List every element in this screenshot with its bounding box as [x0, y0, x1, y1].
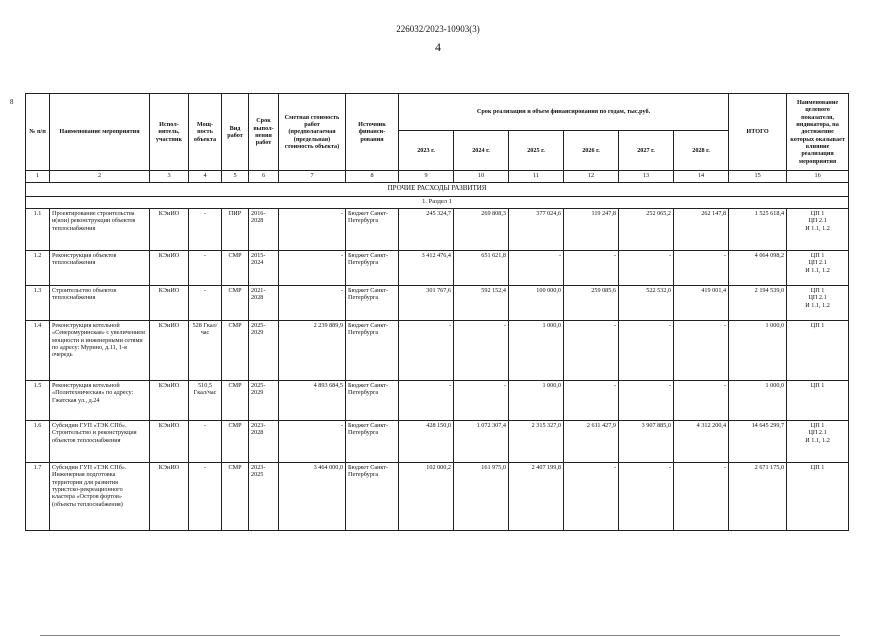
funding-source: Бюджет Санкт-Петербурга: [346, 251, 399, 286]
work-type: ПИР: [222, 209, 249, 251]
target-indicator: ЦП 1 ЦП 2.1 И 1.1, 1.2: [787, 421, 849, 463]
measure-name: Субсидии ГУП «ТЭК СПб». Инженерная подготовка территории для развития туристско-рекреационного кластера «Остров фортов» (объекты теплоснабжения): [50, 463, 150, 531]
executor: КЭиИО: [150, 421, 189, 463]
work-type: СМР: [222, 251, 249, 286]
section-title: ПРОЧИЕ РАСХОДЫ РАЗВИТИЯ: [26, 183, 849, 197]
column-number: 9: [399, 171, 454, 183]
amount-2024: 269 808,3: [454, 209, 509, 251]
row-number: 1.1: [26, 209, 50, 251]
column-number: 5: [222, 171, 249, 183]
amount-2028: -: [674, 381, 729, 421]
measure-name: Реконструкция котельной «Политехническая» по адресу: Гжатская ул., д.24: [50, 381, 150, 421]
header-year: 2023 г.: [399, 131, 454, 171]
total-amount: 2 671 175,0: [729, 463, 787, 531]
capacity: -: [189, 463, 222, 531]
row-number: 1.3: [26, 286, 50, 321]
funding-source: Бюджет Санкт-Петербурга: [346, 286, 399, 321]
amount-2023: -: [399, 321, 454, 381]
header-work-type: Вид работ: [222, 94, 249, 171]
document-number: 226032/2023-10903(3): [396, 24, 480, 34]
amount-2028: 419 001,4: [674, 286, 729, 321]
work-type: СМР: [222, 463, 249, 531]
header-year: 2028 г.: [674, 131, 729, 171]
column-number: 10: [454, 171, 509, 183]
side-mark: 8: [10, 98, 14, 106]
amount-2027: 252 065,2: [619, 209, 674, 251]
amount-2025: 377 024,6: [509, 209, 564, 251]
amount-2025: 1 000,0: [509, 321, 564, 381]
funding-source: Бюджет Санкт-Петербурга: [346, 209, 399, 251]
total-amount: 1 000,0: [729, 381, 787, 421]
subsection-row: [26, 197, 849, 209]
header-year: 2025 г.: [509, 131, 564, 171]
target-indicator: ЦП 1: [787, 381, 849, 421]
table-row: [26, 321, 849, 381]
table-row: [26, 251, 849, 286]
total-amount: 1 525 618,4: [729, 209, 787, 251]
amount-2027: 3 907 885,0: [619, 421, 674, 463]
executor: КЭиИО: [150, 251, 189, 286]
column-number: 6: [249, 171, 279, 183]
amount-2025: -: [509, 251, 564, 286]
amount-2025: 100 000,0: [509, 286, 564, 321]
amount-2026: -: [564, 251, 619, 286]
column-number: 11: [509, 171, 564, 183]
amount-2023: 3 412 476,4: [399, 251, 454, 286]
header-total: ИТОГО: [729, 94, 787, 171]
column-number: 2: [50, 171, 150, 183]
term: 2021-2028: [249, 286, 279, 321]
work-type: СМР: [222, 321, 249, 381]
column-numbers-row: [26, 171, 849, 183]
amount-2024: 592 152,4: [454, 286, 509, 321]
measure-name: Проектирование строительства и(или) реконструкции объектов теплоснабжения: [50, 209, 150, 251]
capacity: -: [189, 421, 222, 463]
amount-2025: 2 315 327,0: [509, 421, 564, 463]
amount-2023: 301 767,6: [399, 286, 454, 321]
amount-2026: -: [564, 463, 619, 531]
amount-2026: 2 611 427,9: [564, 421, 619, 463]
term: 2016-2028: [249, 209, 279, 251]
amount-2025: 2 407 199,8: [509, 463, 564, 531]
column-number: 4: [189, 171, 222, 183]
row-number: 1.2: [26, 251, 50, 286]
column-number: 1: [26, 171, 50, 183]
header-executor: Испол-нитель, участник: [150, 94, 189, 171]
executor: КЭиИО: [150, 321, 189, 381]
table-row: [26, 463, 849, 531]
measure-name: Реконструкция объектов теплоснабжения: [50, 251, 150, 286]
capacity: 528 Гкал/час: [189, 321, 222, 381]
total-amount: 14 645 299,7: [729, 421, 787, 463]
amount-2027: -: [619, 321, 674, 381]
amount-2023: 428 150,0: [399, 421, 454, 463]
target-indicator: ЦП 1 ЦП 2.1 И 1.1, 1.2: [787, 251, 849, 286]
executor: КЭиИО: [150, 381, 189, 421]
row-number: 1.6: [26, 421, 50, 463]
funding-source: Бюджет Санкт-Петербурга: [346, 381, 399, 421]
amount-2027: -: [619, 463, 674, 531]
amount-2027: -: [619, 381, 674, 421]
amount-2026: -: [564, 381, 619, 421]
amount-2027: 522 532,0: [619, 286, 674, 321]
capacity: -: [189, 251, 222, 286]
term: 2023-2025: [249, 463, 279, 531]
amount-2028: -: [674, 463, 729, 531]
financing-table: [25, 93, 849, 531]
measure-name: Строительство объектов теплоснабжения: [50, 286, 150, 321]
column-number: 16: [787, 171, 849, 183]
header-period: Срок реализации и объем финансирования по годам, тыс.руб.: [399, 94, 729, 131]
amount-2025: 1 000,0: [509, 381, 564, 421]
amount-2028: 262 147,8: [674, 209, 729, 251]
executor: КЭиИО: [150, 463, 189, 531]
table-row: [26, 421, 849, 463]
column-number: 8: [346, 171, 399, 183]
column-number: 14: [674, 171, 729, 183]
target-indicator: ЦП 1 ЦП 2.1 И 1.1, 1.2: [787, 286, 849, 321]
measure-name: Реконструкция котельной «Северомуринская» с увеличением мощности и инженерными сетями по адресу: Мурино, д.11, 1-я очередь: [50, 321, 150, 381]
amount-2024: 651 621,8: [454, 251, 509, 286]
term: 2015-2024: [249, 251, 279, 286]
amount-2028: 4 312 200,4: [674, 421, 729, 463]
column-number: 12: [564, 171, 619, 183]
amount-2026: 119 247,8: [564, 209, 619, 251]
target-indicator: ЦП 1: [787, 321, 849, 381]
total-amount: 1 000,0: [729, 321, 787, 381]
section-row: [26, 183, 849, 197]
term: 2025-2029: [249, 381, 279, 421]
column-number: 15: [729, 171, 787, 183]
estimate: -: [279, 251, 346, 286]
capacity: -: [189, 286, 222, 321]
header-year: 2027 г.: [619, 131, 674, 171]
row-number: 1.4: [26, 321, 50, 381]
page-number: 4: [435, 40, 441, 54]
table-row: [26, 286, 849, 321]
amount-2026: -: [564, 321, 619, 381]
table-row: [26, 209, 849, 251]
amount-2028: -: [674, 321, 729, 381]
estimate: -: [279, 209, 346, 251]
header-source: Источник финанси-рования: [346, 94, 399, 171]
work-type: СМР: [222, 381, 249, 421]
measure-name: Субсидии ГУП «ТЭК СПб». Строительство и реконструкция объектов теплоснабжения: [50, 421, 150, 463]
header-year: 2024 г.: [454, 131, 509, 171]
header-term: Срок выпол-нения работ: [249, 94, 279, 171]
row-number: 1.7: [26, 463, 50, 531]
work-type: СМР: [222, 421, 249, 463]
header-name: Наименование мероприятия: [50, 94, 150, 171]
row-number: 1.5: [26, 381, 50, 421]
amount-2024: -: [454, 321, 509, 381]
estimate: 4 893 684,5: [279, 381, 346, 421]
capacity: 510,5 Гкал/час: [189, 381, 222, 421]
amount-2024: -: [454, 381, 509, 421]
estimate: -: [279, 421, 346, 463]
amount-2028: -: [674, 251, 729, 286]
estimate: 2 239 889,9: [279, 321, 346, 381]
column-number: 3: [150, 171, 189, 183]
amount-2024: 1 072 307,4: [454, 421, 509, 463]
column-number: 7: [279, 171, 346, 183]
executor: КЭиИО: [150, 209, 189, 251]
work-type: СМР: [222, 286, 249, 321]
header-indicator: Наименование целевого показателя, индикатора, на достижение которых оказывает влияние реализация мероприятия: [787, 94, 849, 171]
header-num: № п/п: [26, 94, 50, 171]
estimate: 3 464 000,0: [279, 463, 346, 531]
total-amount: 2 194 539,0: [729, 286, 787, 321]
header-year: 2026 г.: [564, 131, 619, 171]
amount-2024: 161 975,0: [454, 463, 509, 531]
header-capacity: Мощ-ность объекта: [189, 94, 222, 171]
header-estimate: Сметная стоимость работ (предполагаемая (предельная) стоимость объекта): [279, 94, 346, 171]
target-indicator: ЦП 1 ЦП 2.1 И 1.1, 1.2: [787, 209, 849, 251]
table-row: [26, 381, 849, 421]
amount-2023: 102 000,2: [399, 463, 454, 531]
funding-source: Бюджет Санкт-Петербурга: [346, 321, 399, 381]
subsection-title: 1. Раздел 1: [26, 197, 849, 209]
amount-2023: -: [399, 381, 454, 421]
amount-2026: 259 085,6: [564, 286, 619, 321]
estimate: -: [279, 286, 346, 321]
capacity: -: [189, 209, 222, 251]
target-indicator: ЦП 1: [787, 463, 849, 531]
column-number: 13: [619, 171, 674, 183]
term: 2025-2029: [249, 321, 279, 381]
total-amount: 4 064 098,2: [729, 251, 787, 286]
amount-2027: -: [619, 251, 674, 286]
amount-2023: 245 324,7: [399, 209, 454, 251]
funding-source: Бюджет Санкт-Петербурга: [346, 421, 399, 463]
executor: КЭиИО: [150, 286, 189, 321]
page-bottom-edge: [40, 635, 840, 636]
term: 2023-2028: [249, 421, 279, 463]
funding-source: Бюджет Санкт-Петербурга: [346, 463, 399, 531]
